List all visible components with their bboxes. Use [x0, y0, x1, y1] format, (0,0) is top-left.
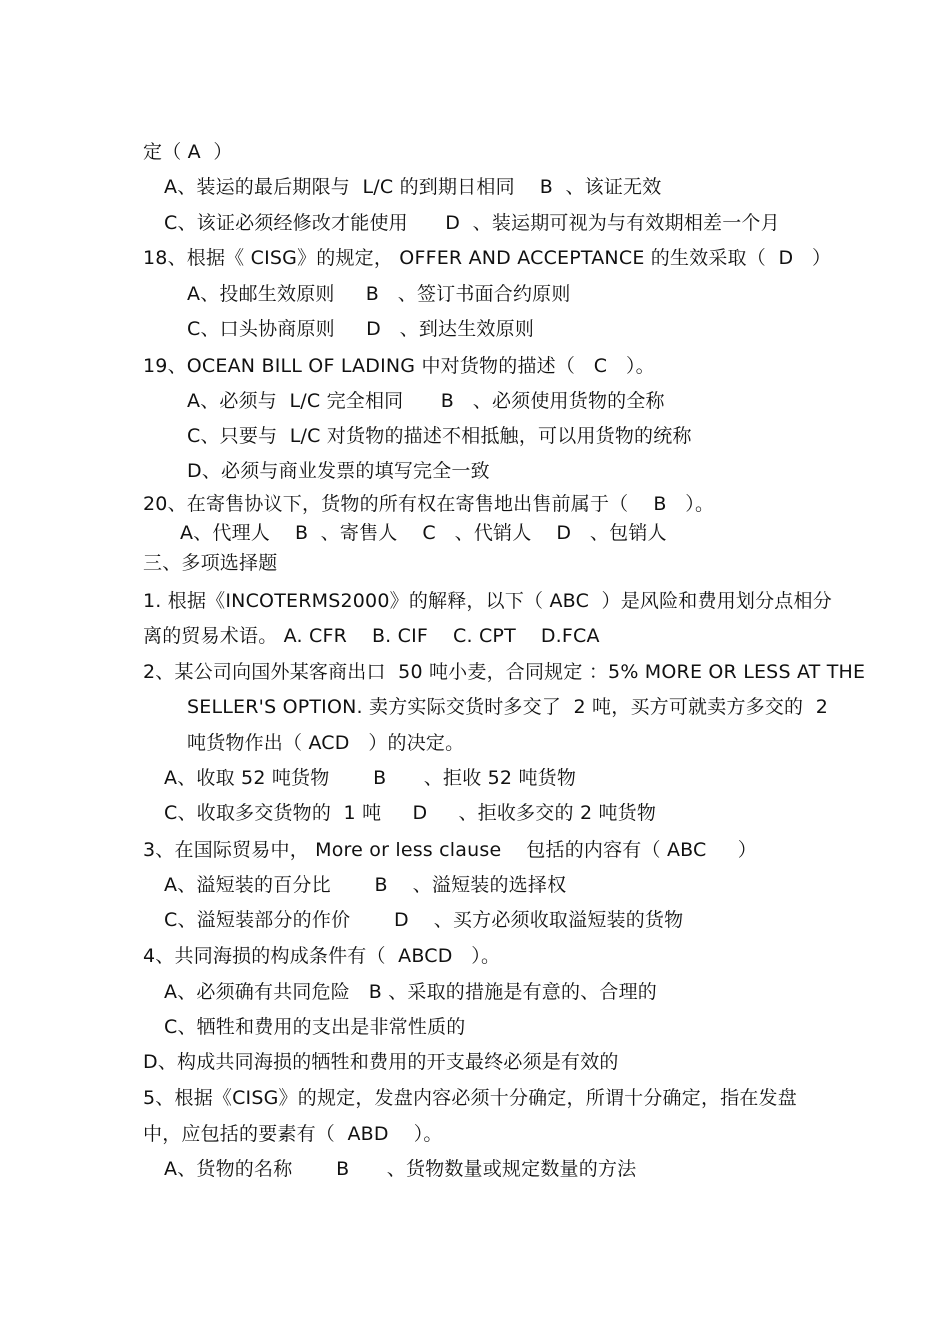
text-line: C、口头协商原则 D 、到达生效原则	[187, 318, 535, 340]
text-line: C、牺牲和费用的支出是非常性质的	[164, 1016, 466, 1038]
text-line: A、必须确有共同危险 B 、采取的措施是有意的、合理的	[164, 981, 657, 1003]
text-line: 吨货物作出（ ACD ）的决定。	[187, 732, 465, 754]
text-line: 18、根据《 CISG》的规定， OFFER AND ACCEPTANCE 的生效采取（ D ）	[143, 247, 832, 269]
text-line: 2、某公司向国外某客商出口 50 吨小麦，合同规定 ：5% MORE OR LESS AT THE	[143, 661, 866, 683]
text-line: 定（ A ）	[143, 141, 233, 163]
text-line: 4、共同海损的构成条件有（ ABCD ）。	[143, 945, 501, 967]
text-line: SELLER'S OPTION. 卖方实际交货时多交了 2 吨，买方可就卖方多交的 2	[187, 696, 829, 718]
text-line: C、收取多交货物的 1 吨 D 、拒收多交的 2 吨货物	[164, 802, 657, 824]
text-line: A、代理人 B 、寄售人 C 、代销人 D 、包销人	[180, 522, 667, 544]
text-line: D、必须与商业发票的填写完全一致	[187, 460, 490, 482]
text-line: 中，应包括的要素有（ ABD ）。	[143, 1123, 443, 1145]
text-line: D、构成共同海损的牺牲和费用的开支最终必须是有效的	[143, 1051, 619, 1073]
text-line: 20、在寄售协议下，货物的所有权在寄售地出售前属于（ B ）。	[143, 493, 715, 515]
text-line: A、溢短装的百分比 B 、溢短装的选择权	[164, 874, 567, 896]
text-line: A、收取 52 吨货物 B 、拒收 52 吨货物	[164, 767, 577, 789]
text-line: C、只要与 L/C 对货物的描述不相抵触，可以用货物的统称	[187, 425, 692, 447]
section-heading: 三、多项选择题	[143, 552, 278, 574]
text-line: A、投邮生效原则 B 、签订书面合约原则	[187, 283, 571, 305]
text-line: 1. 根据《INCOTERMS2000》的解释，以下（ ABC ）是风险和费用划分点相分	[143, 590, 832, 612]
text-line: C、该证必须经修改才能使用 D 、装运期可视为与有效期相差一个月	[164, 212, 780, 234]
text-line: 19、OCEAN BILL OF LADING 中对货物的描述（ C ）。	[143, 355, 655, 377]
text-line: 离的贸易术语。 A. CFR B. CIF C. CPT D.FCA	[143, 625, 600, 647]
text-line: 5、根据《CISG》的规定，发盘内容必须十分确定，所谓十分确定，指在发盘	[143, 1087, 797, 1109]
text-line: A、货物的名称 B 、货物数量或规定数量的方法	[164, 1158, 637, 1180]
text-line: A、必须与 L/C 完全相同 B 、必须使用货物的全称	[187, 390, 665, 412]
text-line: A、装运的最后期限与 L/C 的到期日相同 B 、该证无效	[164, 176, 662, 198]
text-line: 3、在国际贸易中， More or less clause 包括的内容有（ ABC ）	[143, 839, 757, 861]
text-line: C、溢短装部分的作价 D 、买方必须收取溢短装的货物	[164, 909, 684, 931]
